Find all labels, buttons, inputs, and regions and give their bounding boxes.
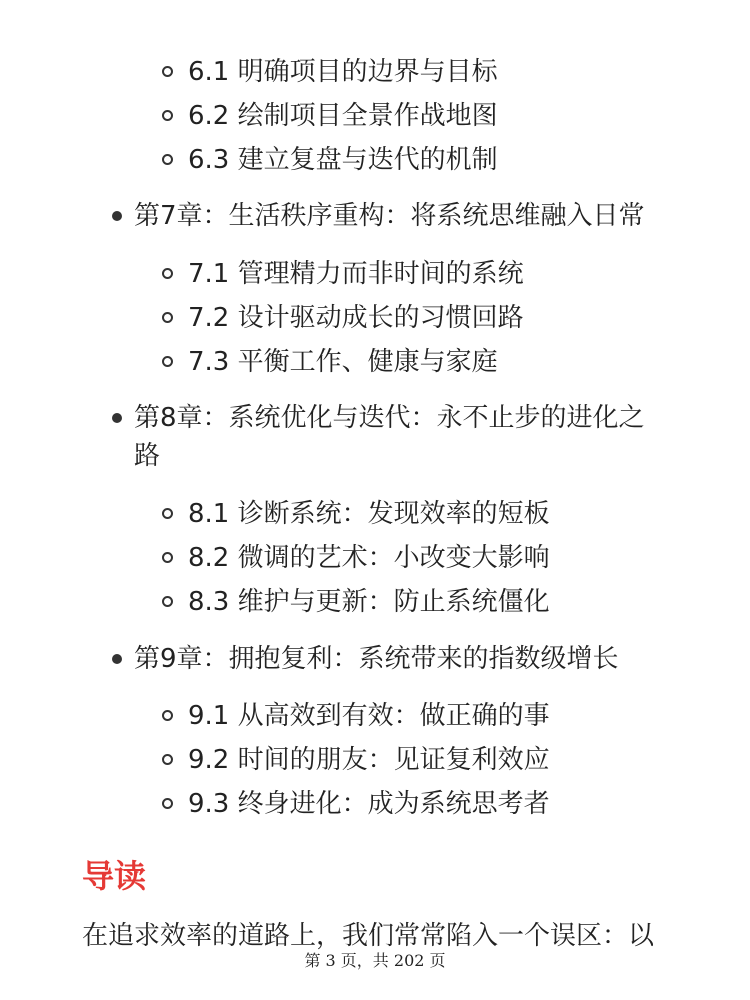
toc-chapter: 第8章：系统优化与迭代：永不止步的进化之	[134, 403, 645, 433]
toc-subitem: 9.2 时间的朋友：见证复利效应	[188, 745, 550, 775]
hollow-bullet-icon	[162, 268, 173, 279]
toc-subitem: 9.1 从高效到有效：做正确的事	[188, 701, 550, 731]
toc-subitem: 7.3 平衡工作、健康与家庭	[188, 347, 498, 377]
toc-subitem: 6.1 明确项目的边界与目标	[188, 57, 498, 87]
section-heading: 导读	[82, 857, 147, 895]
toc-subitem: 8.2 微调的艺术：小改变大影响	[188, 543, 550, 573]
hollow-bullet-icon	[162, 798, 173, 809]
filled-bullet-icon	[112, 211, 122, 221]
toc-subitem: 7.1 管理精力而非时间的系统	[188, 259, 524, 289]
hollow-bullet-icon	[162, 754, 173, 765]
filled-bullet-icon	[112, 654, 122, 664]
hollow-bullet-icon	[162, 710, 173, 721]
toc-chapter: 第9章：拥抱复利：系统带来的指数级增长	[134, 644, 619, 674]
toc-subitem: 9.3 终身进化：成为系统思考者	[188, 789, 550, 819]
toc-subitem: 6.3 建立复盘与迭代的机制	[188, 145, 498, 175]
filled-bullet-icon	[112, 413, 122, 423]
toc-subitem: 7.2 设计驱动成长的习惯回路	[188, 303, 524, 333]
hollow-bullet-icon	[162, 110, 173, 121]
toc-chapter: 第7章：生活秩序重构：将系统思维融入日常	[134, 201, 645, 231]
hollow-bullet-icon	[162, 356, 173, 367]
toc-subitem: 8.1 诊断系统：发现效率的短板	[188, 499, 550, 529]
hollow-bullet-icon	[162, 552, 173, 563]
toc-subitem: 8.3 维护与更新：防止系统僵化	[188, 587, 550, 617]
hollow-bullet-icon	[162, 312, 173, 323]
hollow-bullet-icon	[162, 596, 173, 607]
hollow-bullet-icon	[162, 66, 173, 77]
hollow-bullet-icon	[162, 154, 173, 165]
toc-subitem: 6.2 绘制项目全景作战地图	[188, 101, 498, 131]
hollow-bullet-icon	[162, 508, 173, 519]
body-paragraph: 在追求效率的道路上，我们常常陷入一个误区：以	[82, 921, 655, 951]
page-number-footer: 第 3 页，共 202 页	[304, 951, 446, 970]
toc-chapter-continuation: 路	[134, 441, 161, 471]
